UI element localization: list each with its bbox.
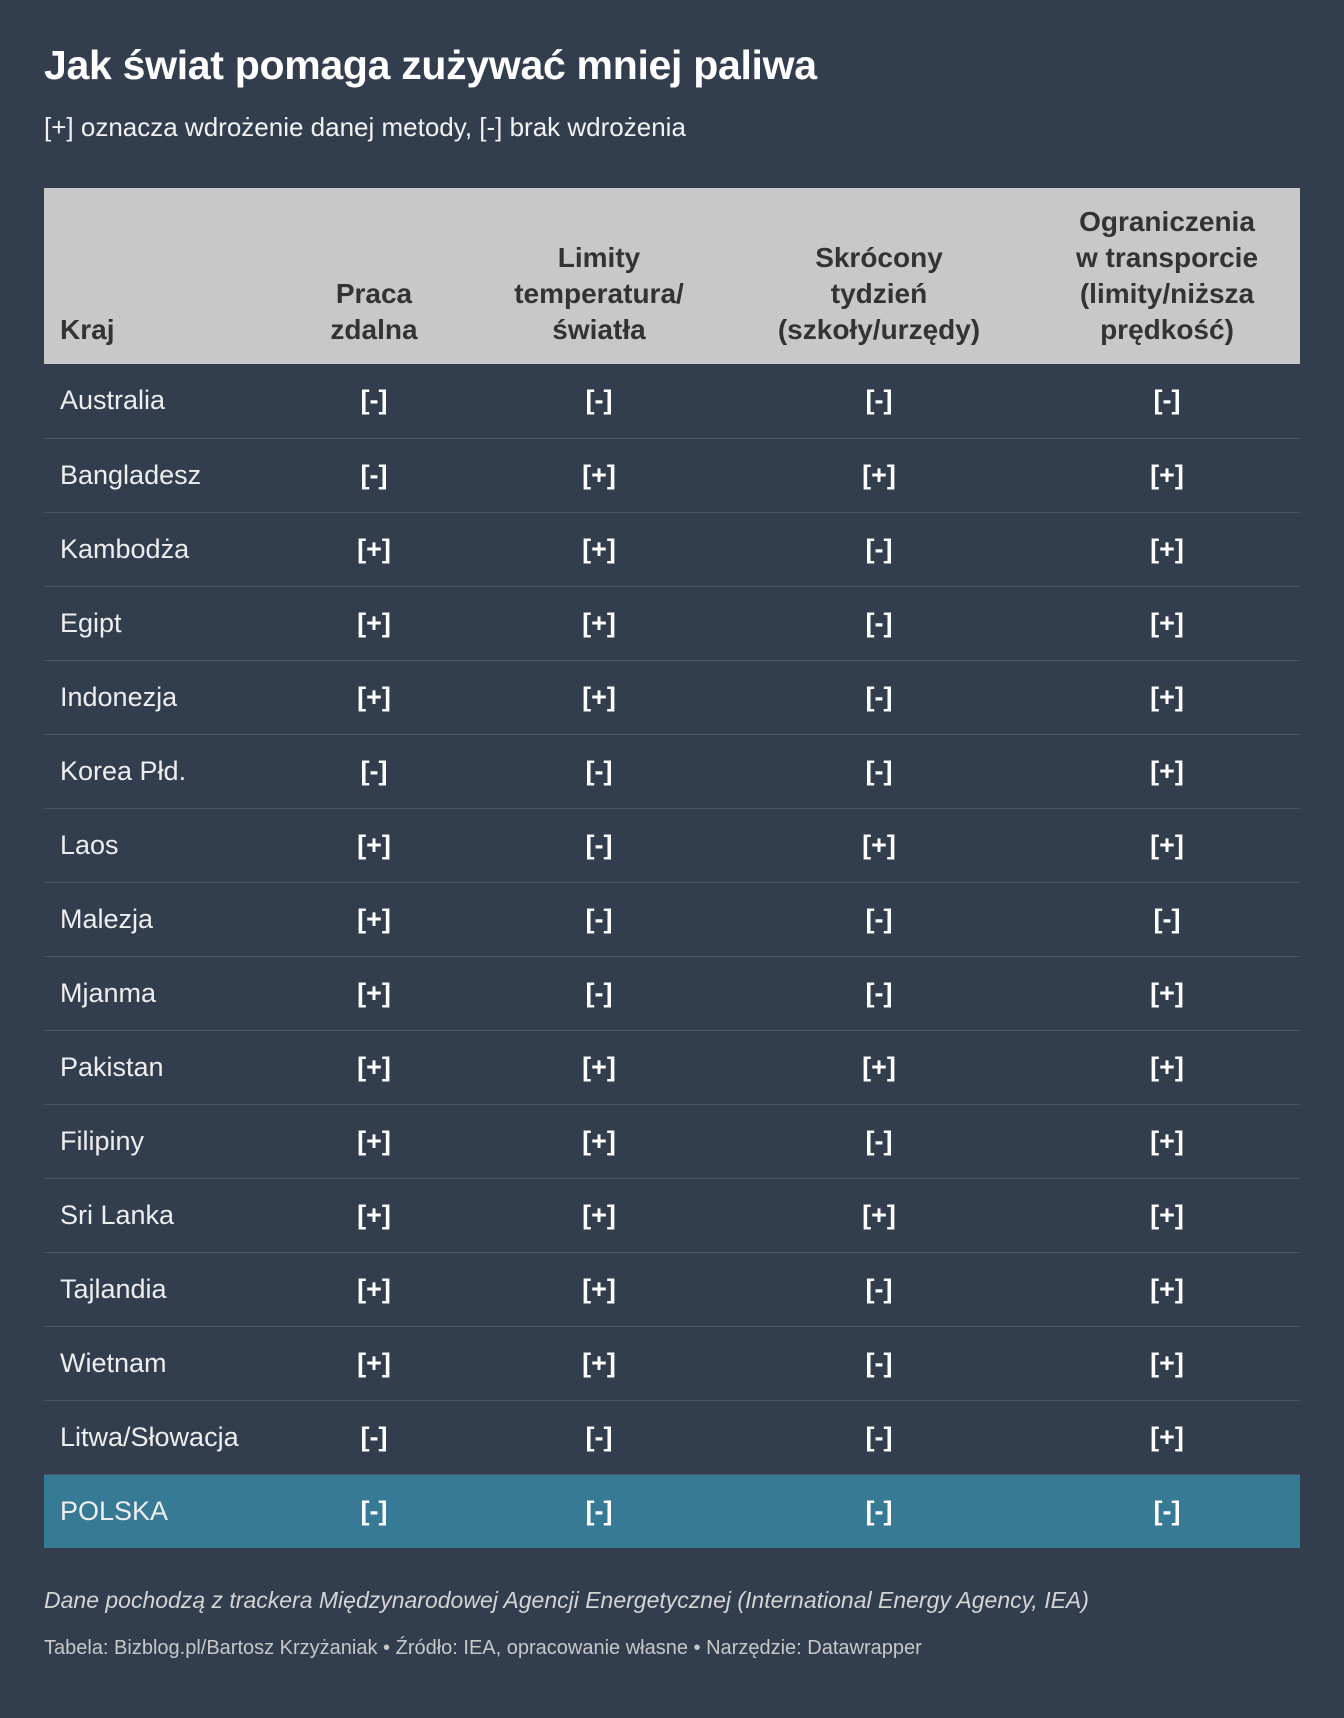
status-cell: [-]	[585, 977, 613, 1008]
country-cell: Pakistan	[60, 1051, 164, 1082]
country-cell: Laos	[60, 829, 119, 860]
column-header-line: zdalna	[330, 314, 418, 345]
table-header-row	[44, 188, 1300, 364]
status-cell: [-]	[865, 1495, 893, 1526]
source-note: Dane pochodzą z trackera Międzynarodowej Agencji Energetycznej (International Energy Agency, IEA)	[44, 1587, 1089, 1613]
country-cell: Bangladesz	[60, 459, 202, 490]
status-cell: [+]	[862, 459, 896, 490]
country-cell: Litwa/Słowacja	[60, 1421, 239, 1452]
table-row	[44, 1326, 1300, 1400]
column-header-line: Ograniczenia	[1079, 206, 1255, 237]
table-row	[44, 882, 1300, 956]
country-cell: Australia	[60, 385, 166, 416]
table-row	[44, 1400, 1300, 1474]
status-cell: [+]	[1150, 1199, 1184, 1230]
column-header-line: Kraj	[60, 314, 115, 345]
chart-subtitle: [+] oznacza wdrożenie danej metody, [-] brak wdrożenia	[44, 112, 686, 142]
country-cell: Kambodża	[60, 533, 190, 564]
status-cell: [+]	[1150, 533, 1184, 564]
status-cell: [+]	[582, 1051, 616, 1082]
status-cell: [+]	[357, 829, 391, 860]
status-cell: [-]	[585, 755, 613, 786]
status-cell: [+]	[357, 1125, 391, 1156]
status-cell: [+]	[357, 533, 391, 564]
table-row	[44, 956, 1300, 1030]
status-cell: [+]	[1150, 459, 1184, 490]
status-cell: [+]	[357, 681, 391, 712]
country-cell: POLSKA	[60, 1495, 169, 1526]
data-table	[44, 188, 1300, 1548]
status-cell: [-]	[360, 1421, 388, 1452]
status-cell: [+]	[1150, 1273, 1184, 1304]
status-cell: [-]	[360, 385, 388, 416]
column-header-line: tydzień	[830, 278, 928, 309]
status-cell: [-]	[865, 755, 893, 786]
table-row	[44, 734, 1300, 808]
status-cell: [+]	[357, 977, 391, 1008]
table-row	[44, 438, 1300, 512]
status-cell: [+]	[357, 1051, 391, 1082]
status-cell: [+]	[862, 1051, 896, 1082]
column-header-2	[474, 188, 724, 364]
status-cell: [+]	[357, 1273, 391, 1304]
status-cell: [+]	[582, 1199, 616, 1230]
status-cell: [-]	[360, 459, 388, 490]
country-cell: Indonezja	[60, 681, 178, 712]
table-row	[44, 1252, 1300, 1326]
status-cell: [-]	[865, 1421, 893, 1452]
chart-title: Jak świat pomaga zużywać mniej paliwa	[44, 42, 817, 88]
status-cell: [-]	[865, 1347, 893, 1378]
status-cell: [+]	[357, 607, 391, 638]
status-cell: [-]	[865, 977, 893, 1008]
column-header-line: (szkoły/urzędy)	[777, 314, 981, 345]
table-row	[44, 512, 1300, 586]
table-row	[44, 364, 1300, 438]
column-header-line: prędkość)	[1100, 314, 1234, 345]
country-cell: Korea Płd.	[60, 755, 187, 786]
status-cell: [+]	[1150, 1421, 1184, 1452]
column-header-line: Skrócony	[815, 242, 943, 273]
status-cell: [+]	[582, 459, 616, 490]
column-header-line: Limity	[557, 242, 641, 273]
status-cell: [+]	[1150, 681, 1184, 712]
status-cell: [+]	[357, 1347, 391, 1378]
column-header-1	[274, 188, 474, 364]
column-header-line: w transporcie	[1075, 242, 1259, 273]
table-body	[44, 364, 1300, 1548]
status-cell: [-]	[865, 385, 893, 416]
status-cell: [-]	[865, 607, 893, 638]
status-cell: [-]	[865, 903, 893, 934]
status-cell: [-]	[585, 903, 613, 934]
status-cell: [-]	[865, 533, 893, 564]
status-cell: [+]	[1150, 829, 1184, 860]
country-cell: Tajlandia	[60, 1273, 167, 1304]
status-cell: [+]	[582, 1125, 616, 1156]
status-cell: [-]	[865, 1125, 893, 1156]
status-cell: [+]	[862, 829, 896, 860]
status-cell: [+]	[1150, 607, 1184, 638]
credit-line: Tabela: Bizblog.pl/Bartosz Krzyżaniak • Źródło: IEA, opracowanie własne • Narzędzie: Datawrapper	[44, 1637, 922, 1659]
table-row	[44, 586, 1300, 660]
status-cell: [-]	[585, 829, 613, 860]
status-cell: [+]	[357, 1199, 391, 1230]
country-cell: Egipt	[60, 607, 122, 638]
country-cell: Malezja	[60, 903, 154, 934]
status-cell: [-]	[585, 385, 613, 416]
status-cell: [+]	[357, 903, 391, 934]
status-cell: [+]	[582, 533, 616, 564]
table-row	[44, 1104, 1300, 1178]
status-cell: [+]	[1150, 1347, 1184, 1378]
status-cell: [+]	[1150, 755, 1184, 786]
column-header-line: temperatura/	[514, 278, 684, 309]
country-cell: Sri Lanka	[60, 1199, 175, 1230]
table-row	[44, 660, 1300, 734]
column-header-3	[724, 188, 1034, 364]
status-cell: [-]	[1153, 385, 1181, 416]
status-cell: [-]	[865, 681, 893, 712]
status-cell: [-]	[360, 1495, 388, 1526]
status-cell: [-]	[1153, 1495, 1181, 1526]
status-cell: [+]	[582, 607, 616, 638]
status-cell: [-]	[585, 1421, 613, 1452]
status-cell: [+]	[1150, 1125, 1184, 1156]
column-header-line: Praca	[335, 278, 413, 309]
status-cell: [+]	[1150, 1051, 1184, 1082]
status-cell: [-]	[360, 755, 388, 786]
status-cell: [+]	[1150, 977, 1184, 1008]
table-row	[44, 1030, 1300, 1104]
status-cell: [-]	[1153, 903, 1181, 934]
column-header-4	[1034, 188, 1300, 364]
table-row-highlighted	[44, 1474, 1300, 1548]
country-cell: Mjanma	[60, 977, 157, 1008]
column-header-country	[44, 188, 274, 364]
status-cell: [-]	[865, 1273, 893, 1304]
column-header-line: (limity/niższa	[1079, 278, 1255, 309]
status-cell: [+]	[862, 1199, 896, 1230]
status-cell: [-]	[585, 1495, 613, 1526]
status-cell: [+]	[582, 1273, 616, 1304]
status-cell: [+]	[582, 1347, 616, 1378]
table-row	[44, 1178, 1300, 1252]
column-header-line: światła	[552, 314, 646, 345]
table-row	[44, 808, 1300, 882]
country-cell: Filipiny	[60, 1125, 145, 1156]
country-cell: Wietnam	[60, 1347, 167, 1378]
status-cell: [+]	[582, 681, 616, 712]
